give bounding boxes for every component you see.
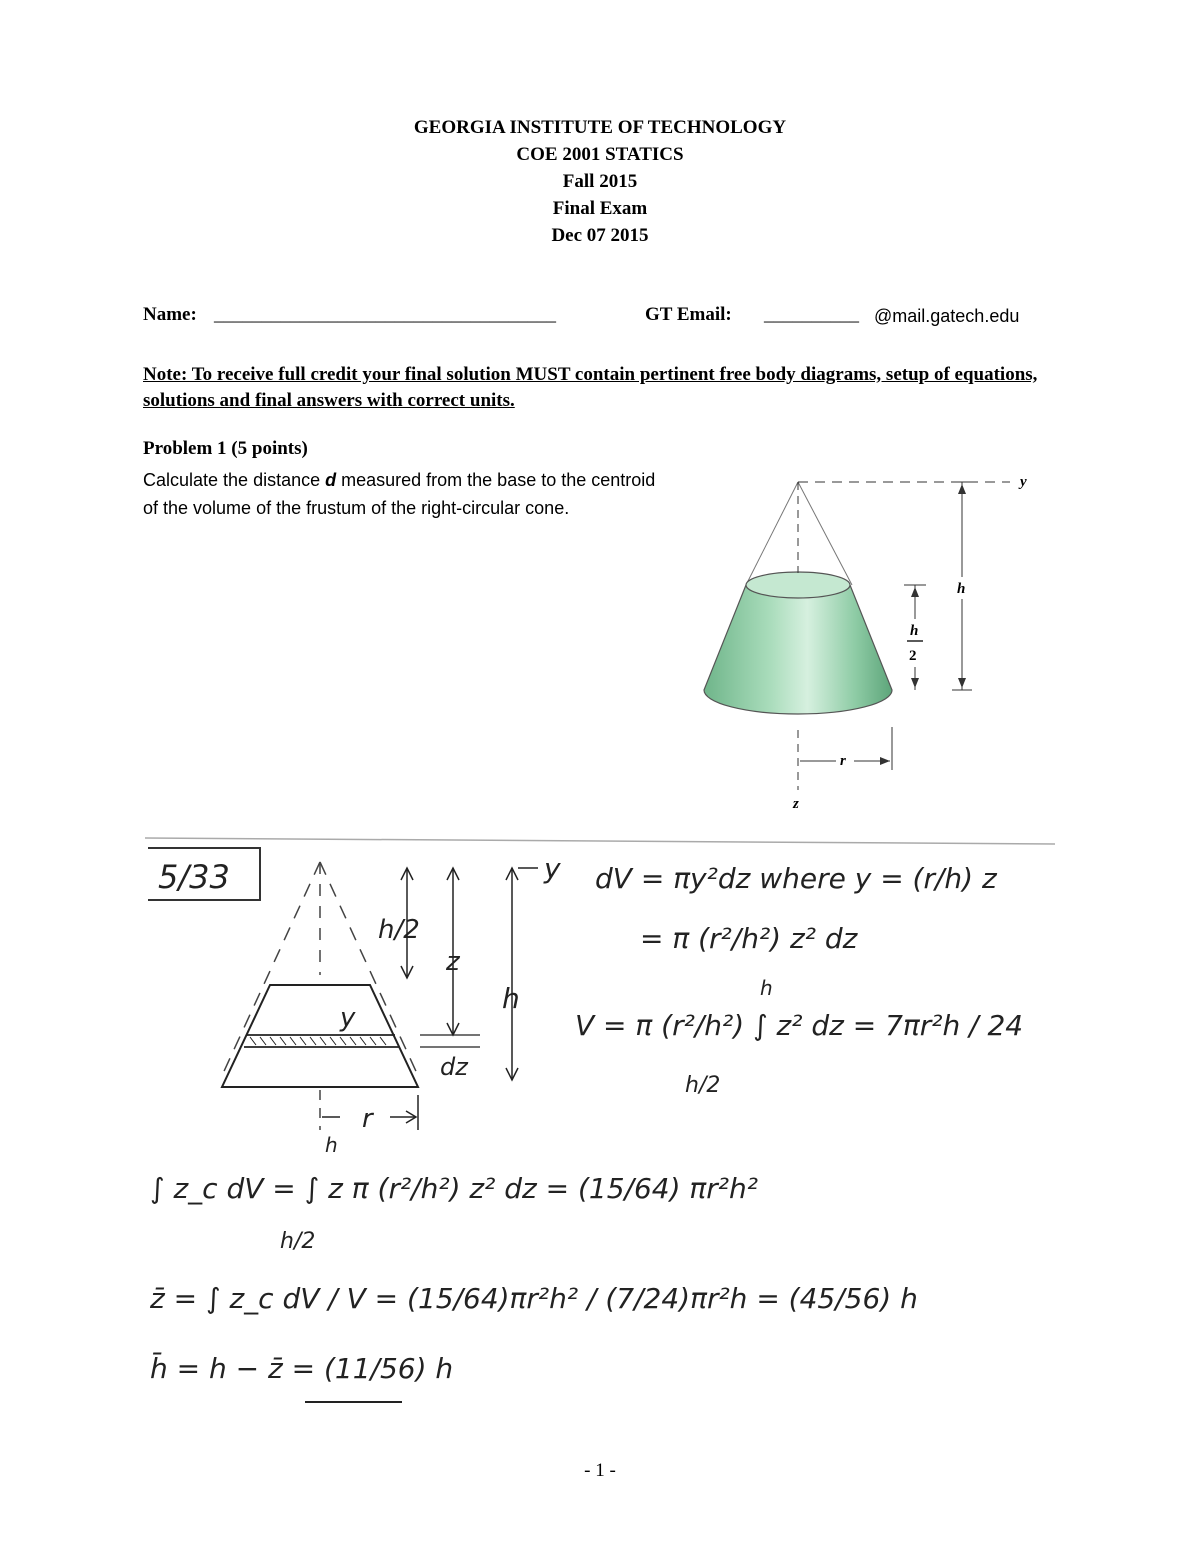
email-domain: @mail.gatech.edu <box>874 306 1020 326</box>
problem-text-start: Calculate the distance <box>143 470 326 490</box>
dim-half-h-num: h <box>910 623 919 639</box>
sketch-y-mid-label: y <box>340 1003 356 1033</box>
institution-title: GEORGIA INSTITUTE OF TECHNOLOGY <box>413 117 787 138</box>
sketch-frustum <box>222 985 418 1087</box>
axis-z-label: z <box>793 796 799 812</box>
sketch-dz-label: dz <box>440 1053 468 1081</box>
problem-variable: d <box>325 470 337 490</box>
dim-half-h-den: 2 <box>909 648 917 664</box>
name-label: Name: <box>143 304 197 325</box>
problem-title: Problem 1 (5 points) <box>143 438 308 459</box>
equation-line-1: dV = πy²dz where y = (r/h) z <box>595 862 997 895</box>
equation-line-3: V = π (r²/h²) ∫ z² dz = 7πr²h / 24 <box>575 1009 1024 1042</box>
dim-h-label: h <box>957 581 966 597</box>
integral-lower-limit: h/2 <box>685 1073 721 1098</box>
sketch-r-label: r <box>362 1104 373 1134</box>
page-number: - 1 - <box>584 1460 616 1481</box>
equation-line-5: z̄ = ∫ z_c dV / V = (15/64)πr²h² / (7/24)πr²h = (45/56) h <box>150 1282 918 1315</box>
dim-r-label: r <box>840 753 846 769</box>
problem-statement <box>143 466 663 522</box>
name-blank: ____________________________________ <box>214 304 556 325</box>
exam-date: Dec 07 2015 <box>551 225 649 246</box>
axis-y-label: y <box>1020 474 1027 490</box>
sketch-half-h-label: h/2 <box>378 915 420 945</box>
sketch-h-label: h <box>502 982 520 1015</box>
sketch-y-top-label: y <box>544 852 561 885</box>
equation-line-4: ∫ z_c dV = ∫ z π (r²/h²) z² dz = (15/64) πr²h² <box>150 1172 758 1205</box>
term: Fall 2015 <box>562 171 638 192</box>
integral-upper-limit-2: h <box>325 1133 338 1157</box>
exam-title: Final Exam <box>552 198 648 219</box>
handwritten-solution <box>140 830 1060 1415</box>
equation-line-2: = π (r²/h²) z² dz <box>640 922 858 955</box>
solution-problem-number: 5/33 <box>158 858 230 896</box>
integral-upper-limit: h <box>760 976 773 1000</box>
email-blank: __________ <box>764 304 859 325</box>
frustum-figure <box>690 465 1050 820</box>
credit-note: Note: To receive full credit your final solution MUST contain pertinent free body diagrams, setup of equations, solutions and final answers with correct units. <box>143 364 1038 411</box>
integral-lower-limit-2: h/2 <box>280 1229 316 1254</box>
frustum-top <box>746 572 850 598</box>
problem-text-end: measured from the base to the centroid of the volume of the frustum of the right-circular cone. <box>143 470 656 518</box>
course-title: COE 2001 STATICS <box>516 144 684 165</box>
frustum-body <box>704 585 892 714</box>
sketch-z-label: z <box>446 947 460 977</box>
email-label: GT Email: <box>645 304 732 325</box>
equation-line-6: h̄ = h − z̄ = (11/56) h <box>150 1352 454 1385</box>
